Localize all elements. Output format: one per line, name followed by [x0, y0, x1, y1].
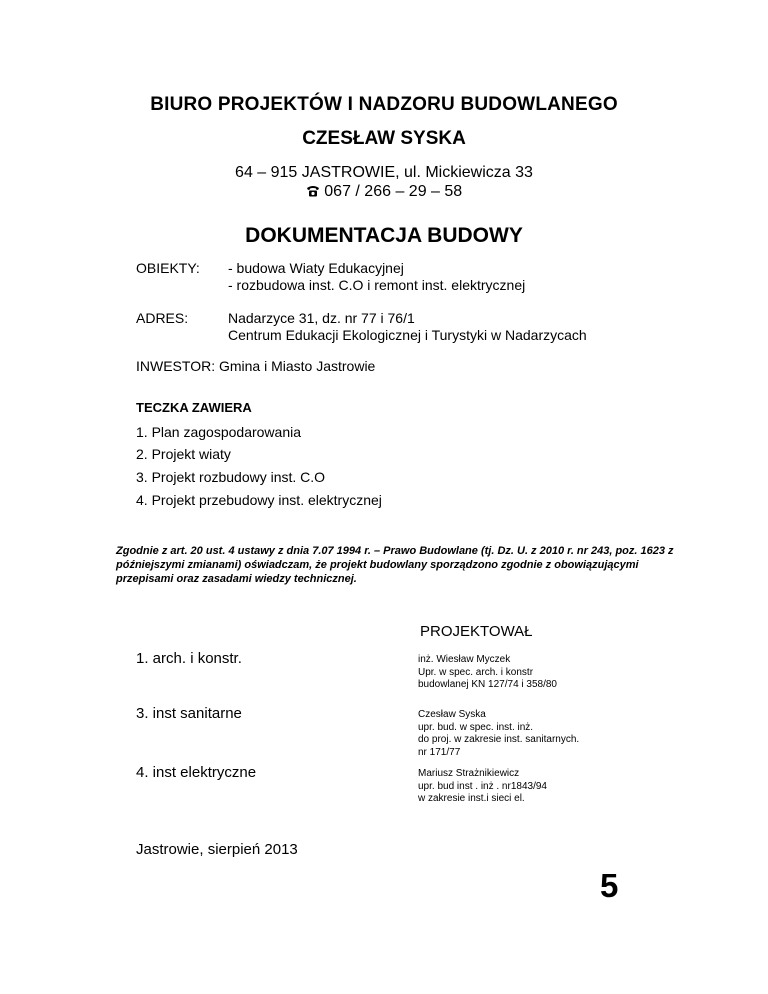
discipline-label: 3. inst sanitarne: [136, 705, 242, 722]
office-name: BIURO PROJEKTÓW I NADZORU BUDOWLANEGO: [150, 94, 618, 115]
designer-line: do proj. w zakresie inst. sanitarnych.: [418, 734, 580, 745]
contents-item: 2. Projekt wiaty: [136, 446, 231, 462]
contents-item: 4. Projekt przebudowy inst. elektrycznej: [136, 492, 382, 508]
address-line: Nadarzyce 31, dz. nr 77 i 76/1: [228, 310, 415, 326]
address-label: ADRES:: [136, 310, 189, 326]
place-date: Jastrowie, sierpień 2013: [136, 841, 298, 858]
contents-item: 3. Projekt rozbudowy inst. C.O: [136, 469, 326, 485]
designer-entry: [418, 654, 557, 692]
designer-line: nr 171/77: [418, 746, 461, 758]
office-phone-line: [0, 182, 768, 201]
telephone-icon: [306, 182, 320, 201]
office-address-block: [0, 163, 768, 201]
designer-line: Upr. w spec. arch. i konstr: [418, 666, 534, 678]
designer-line: budowlanej KN 127/74 i 358/80: [418, 679, 557, 690]
office-address: 64 – 915 JASTROWIE, ul. Mickiewicza 33: [235, 164, 533, 181]
contents-item: 1. Plan zagospodarowania: [136, 424, 302, 440]
designer-line: upr. bud inst . inż . nr1843/94: [418, 780, 547, 792]
designer-line: Mariusz Strażnikiewicz: [418, 768, 520, 779]
designers-heading: PROJEKTOWAŁ: [420, 623, 533, 640]
designer-line: upr. bud. w spec. inst. inż.: [418, 721, 534, 733]
designer-line: Czesław Syska: [418, 709, 486, 720]
phone-number: 067 / 266 – 29 – 58: [319, 183, 463, 200]
investor: INWESTOR: Gmina i Miasto Jastrowie: [136, 358, 376, 374]
objects-line: - budowa Wiaty Edukacyjnej: [228, 260, 404, 276]
objects-line: - rozbudowa inst. C.O i remont inst. elektrycznej: [228, 277, 526, 293]
contents-heading: TECZKA ZAWIERA: [136, 400, 252, 415]
designer-line: inż. Wiesław Myczek: [418, 654, 511, 665]
designer-entry: [418, 709, 579, 759]
legal-statement: Zgodnie z art. 20 ust. 4 ustawy z dnia 7.07 1994 r. – Prawo Budowlane (tj. Dz. U. z 2010 r. nr 243, poz. 1623 z późniejszymi zmianami) oświadczam, że projekt budowlany sporządzono zgodnie z obowiązującymi przepisami oraz zasadami wiedzy technicznej.: [116, 545, 674, 585]
objects-label: OBIEKTY:: [136, 260, 200, 276]
page-number: 5: [600, 867, 619, 904]
site-address: [228, 310, 587, 344]
document-title: DOKUMENTACJA BUDOWY: [245, 224, 523, 247]
designer-entry: [418, 768, 547, 806]
discipline-label: 4. inst elektryczne: [136, 764, 257, 781]
discipline-label: 1. arch. i konstr.: [136, 650, 242, 667]
owner-name: CZESŁAW SYSKA: [302, 128, 466, 149]
designer-line: w zakresie inst.i sieci el.: [418, 793, 525, 804]
address-line: Centrum Edukacji Ekologicznej i Turystyki w Nadarzycach: [228, 327, 587, 343]
objects-list: [228, 260, 525, 294]
